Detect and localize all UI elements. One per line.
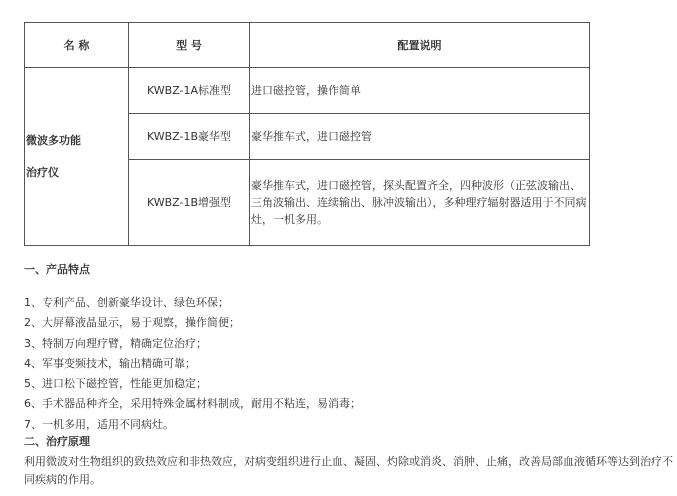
product-name-line-1: 微波多功能 [26,134,81,147]
config-cell: 豪华推车式，进口磁控管 [250,114,590,160]
config-cell: 豪华推车式，进口磁控管，探头配置齐全，四种波形（正弦波输出、三角波输出、连续输出、脉冲波输出），多种理疗辐射器适用于不同病灶，一机多用。 [250,160,590,246]
product-spec-table [24,22,590,246]
product-name-cell [25,68,129,246]
header-config: 配置说明 [250,23,590,68]
model-cell: KWBZ-1B增强型 [129,160,250,246]
list-item: 1、专利产品、创新豪华设计、绿色环保； [24,296,229,309]
header-model: 型 号 [129,23,250,68]
table-header-row [25,23,590,68]
principle-title: 二、治疗原理 [24,435,90,448]
list-item: 5、进口松下磁控管，性能更加稳定； [24,377,207,391]
list-item: 2、大屏幕液晶显示，易于观察，操作简便； [24,316,240,330]
features-list [24,293,361,435]
features-title: 一、产品特点 [24,263,90,276]
table-row [25,68,590,114]
list-item: 7、一机多用，适用不同病灶。 [24,417,174,431]
list-item: 4、军事变频技术，输出精确可靠； [24,356,196,370]
model-cell: KWBZ-1A标准型 [129,68,250,114]
model-cell: KWBZ-1B豪华型 [129,114,250,160]
list-item: 3、特制万向理疗臂，精确定位治疗； [24,336,207,350]
header-name: 名 称 [25,23,129,68]
list-item: 6、手术器品种齐全，采用特殊金属材料制成，耐用不粘连，易消毒； [24,397,361,411]
principle-text: 利用微波对生物组织的致热效应和非热效应，对病变组织进行止血、凝固、灼除或消炎、消肿、止痛，改善局部血液循环等达到治疗不同疾病的作用。 [24,455,673,486]
product-name-line-2: 治疗仪 [26,166,59,179]
config-cell: 进口磁控管，操作简单 [250,68,590,114]
